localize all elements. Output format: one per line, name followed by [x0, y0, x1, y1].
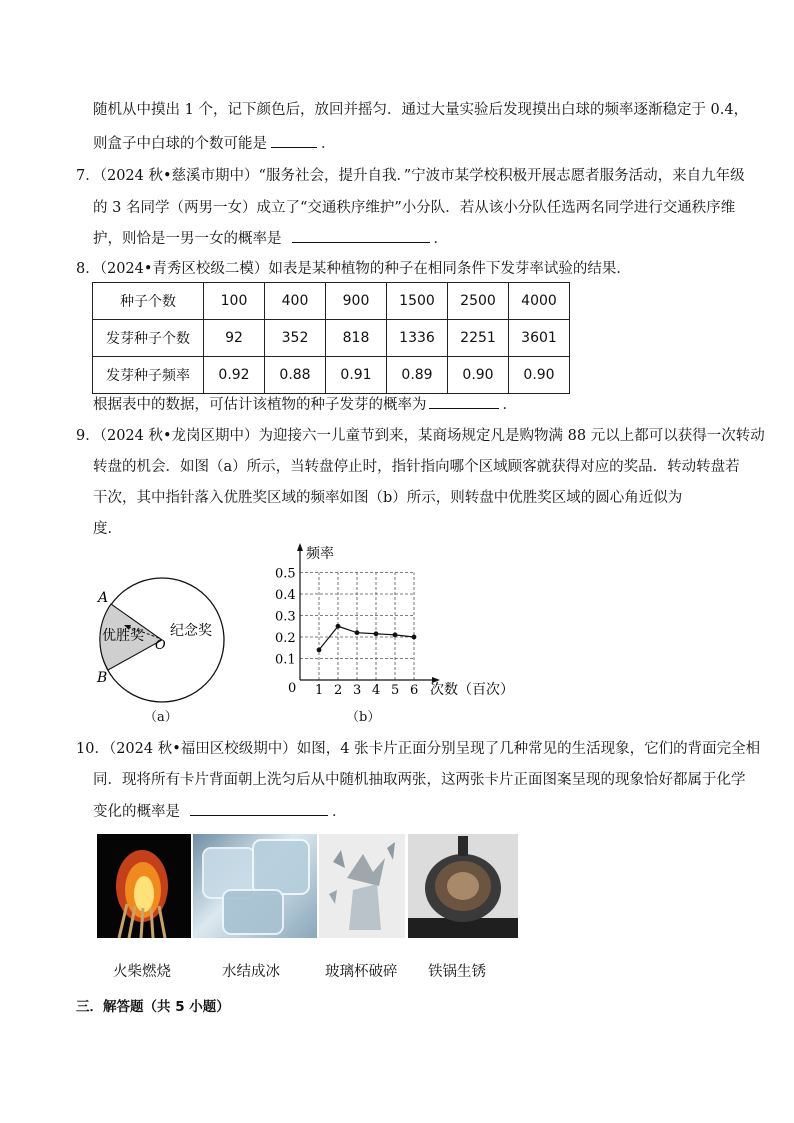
table-cell: 0.89 [387, 357, 448, 394]
q10-line2: 同．现将所有卡片背面朝上洗匀后从中随机抽取两张，这两张卡片正面图案呈现的现象恰好都属于化学 [93, 772, 746, 788]
y-tick-label: 0.1 [275, 652, 296, 668]
q10-line3 [93, 801, 347, 822]
table-row [93, 357, 570, 394]
table-cell: 1336 [387, 320, 448, 357]
table-row [93, 283, 570, 320]
q9-line2: 转盘的机会．如图（a）所示，当转盘停止时，指针指向哪个区域顾客就获得对应的奖品．转动转盘若 [93, 459, 740, 475]
row-header: 发芽种子个数 [93, 320, 204, 357]
flame-icon [97, 834, 191, 938]
x-tick-label: 3 [353, 683, 362, 698]
x-tick-label: 2 [334, 683, 343, 698]
q6-line1: 随机从中摸出 1 个，记下颜色后，放回并摇匀．通过大量实验后发现摸出白球的频率逐渐稳定于 0.4， [93, 102, 749, 118]
frequency-chart [270, 540, 530, 705]
y-tick-label: 0.3 [275, 609, 296, 625]
spinner-figure [80, 570, 240, 730]
table-cell: 2500 [448, 283, 509, 320]
caption-b: （b） [346, 710, 381, 725]
q8-end: ． [502, 397, 517, 413]
x-tick-label: 1 [315, 683, 324, 698]
section-title: 三．解答题（共 5 小题） [76, 999, 230, 1015]
y-axis-arrow [297, 543, 303, 551]
card-caption: 铁锅生锈 [428, 964, 486, 980]
q8-line1: 8．（2024•青秀区校级二模）如表是某种植物的种子在相同条件下发芽率试验的结果． [76, 261, 631, 277]
card-caption: 玻璃杯破碎 [325, 964, 398, 980]
table-cell: 400 [265, 283, 326, 320]
row-header: 种子个数 [93, 283, 204, 320]
table-cell: 900 [326, 283, 387, 320]
table-cell: 0.90 [509, 357, 570, 394]
q7-line2: 的 3 名同学（两男一女）成立了“交通秩序维护”小分队．若从该小分队任选两名同学进行交通秩序维 [93, 200, 736, 216]
q9-line1: 9．（2024 秋•龙岗区期中）为迎接六一儿童节到来，某商场规定凡是购物满 88 元以上都可以获得一次转动 [76, 428, 765, 444]
ice-cubes-photo [193, 834, 317, 938]
data-point [374, 631, 379, 636]
y-tick-label: 0.2 [275, 631, 296, 646]
q7-line3-text: 护，则恰是一男一女的概率是 [93, 231, 282, 247]
x-axis-label: 次数（百次） [430, 682, 514, 698]
row-header: 发芽种子频率 [93, 357, 204, 394]
y-tick-label: 0.5 [275, 566, 296, 582]
table-cell: 0.91 [326, 357, 387, 394]
q8-after-text: 根据表中的数据，可估计该植物的种子发芽的概率为 [93, 397, 427, 413]
table-cell: 1500 [387, 283, 448, 320]
y-tick-label: 0.4 [275, 588, 296, 603]
rusty-wok-photo [408, 834, 518, 938]
table-cell: 92 [204, 320, 265, 357]
ice-cube-icon [193, 834, 317, 938]
table-cell: 2251 [448, 320, 509, 357]
q6-line2-text: 则盒子中白球的个数可能是 [93, 136, 267, 152]
table-cell: 100 [204, 283, 265, 320]
q9-line4: 度． [93, 521, 122, 537]
seed-table [92, 282, 570, 394]
q7-line3 [93, 228, 448, 249]
q10-end: ． [332, 804, 347, 820]
data-point [336, 624, 341, 629]
card-caption: 火柴燃烧 [113, 964, 171, 980]
x-tick-label: 4 [372, 683, 381, 698]
table-row [93, 320, 570, 357]
y-axis-label: 频率 [306, 546, 334, 562]
series-line [319, 626, 414, 650]
label-b: B [97, 670, 108, 686]
x-tick-label: 5 [391, 683, 400, 698]
card-caption: 水结成冰 [222, 964, 280, 980]
table-cell: 3601 [509, 320, 570, 357]
sector-win-label: 优胜奖 [102, 628, 144, 644]
table-cell: 4000 [509, 283, 570, 320]
data-point [355, 630, 360, 635]
q10-answer-blank [190, 801, 328, 816]
data-point [393, 632, 398, 637]
broken-glass-photo [319, 834, 405, 938]
origin-label: 0 [288, 681, 297, 696]
data-point [317, 648, 322, 653]
q7-end: ． [433, 231, 448, 247]
q6-answer-blank [271, 133, 317, 148]
label-a: A [98, 590, 109, 606]
q6-line2 [93, 133, 336, 154]
label-o: O [155, 638, 166, 653]
q8-after [93, 394, 517, 415]
q8-answer-blank [429, 394, 499, 409]
q9-line3: 干次，其中指针落入优胜奖区域的频率如图（b）所示，则转盘中优胜奖区域的圆心角近似为 [93, 490, 683, 506]
glass-shards-icon [319, 834, 405, 938]
q6-end: ． [321, 136, 336, 152]
q10-line3-text: 变化的概率是 [93, 804, 180, 820]
caption-a: （a） [144, 710, 178, 725]
table-cell: 818 [326, 320, 387, 357]
table-cell: 352 [265, 320, 326, 357]
table-cell: 0.88 [265, 357, 326, 394]
match-burning-photo [97, 834, 191, 938]
table-cell: 0.92 [204, 357, 265, 394]
table-cell: 0.90 [448, 357, 509, 394]
q10-line1: 10．（2024 秋•福田区校级期中）如图，4 张卡片正面分别呈现了几种常见的生活现象，它们的背面完全相 [76, 741, 761, 757]
sector-souvenir-label: 纪念奖 [170, 623, 212, 639]
data-point [412, 635, 417, 640]
q7-answer-blank [292, 228, 430, 243]
wok-icon [408, 834, 518, 938]
q7-line1: 7．（2024 秋•慈溪市期中）“服务社会，提升自我．”宁波市某学校积极开展志愿者服务活动，来自九年级 [76, 168, 745, 184]
x-tick-label: 6 [410, 683, 419, 698]
